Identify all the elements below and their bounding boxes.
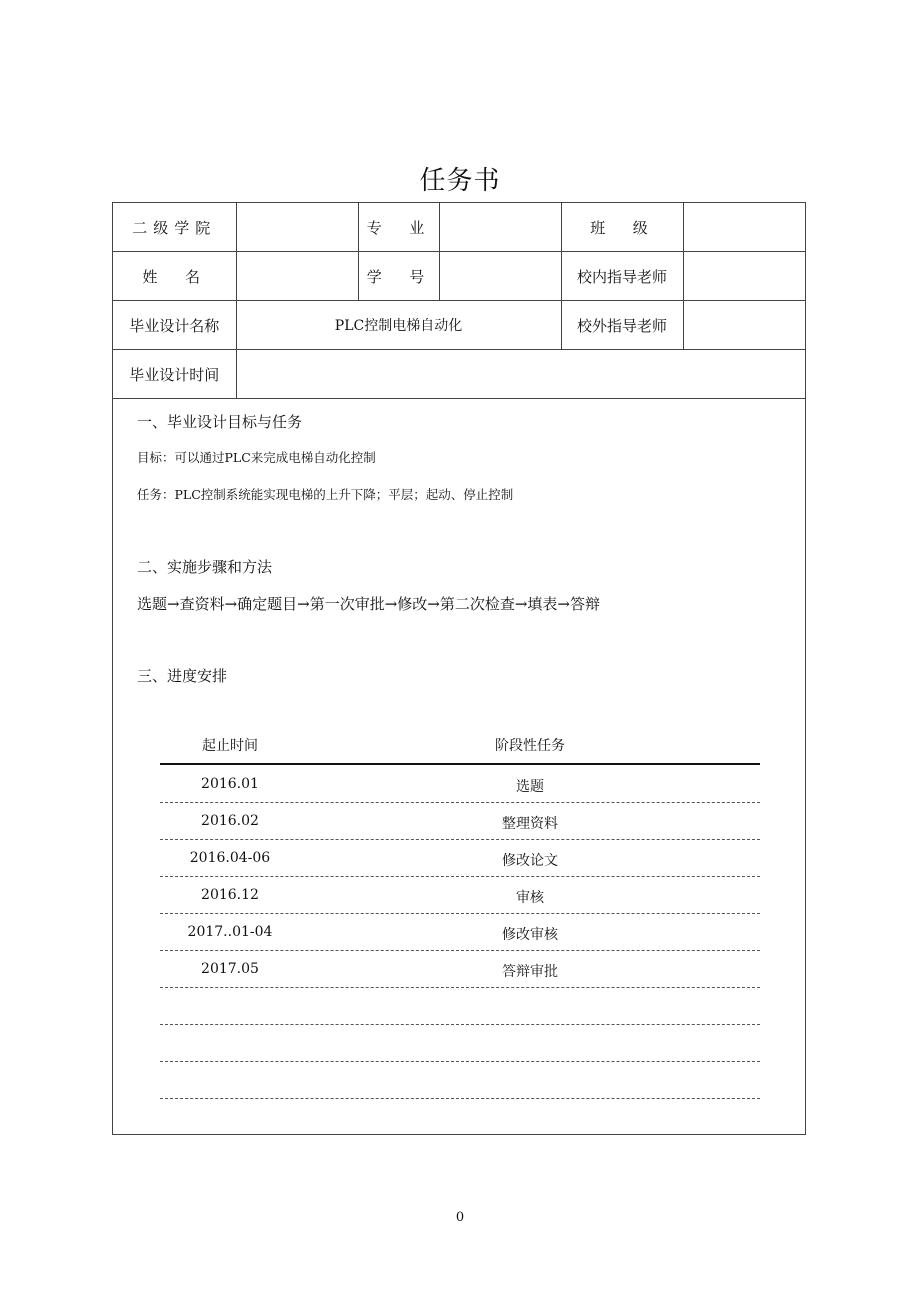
class-label: 班 级 — [561, 203, 683, 252]
section2-heading: 二、实施步骤和方法 — [137, 558, 273, 576]
schedule-time: 2016.02 — [201, 813, 259, 829]
info-row-name — [113, 252, 805, 301]
schedule-time: 2016.12 — [201, 887, 259, 903]
schedule-row — [160, 839, 760, 877]
schedule-row — [160, 765, 760, 803]
name-label: 姓 名 — [113, 252, 236, 301]
college-value[interactable] — [236, 203, 358, 252]
schedule-task: 选题 — [516, 779, 544, 795]
schedule-col-task: 阶段性任务 — [495, 738, 565, 754]
task-text: 任务：PLC控制系统能实现电梯的上升下降；平层；起动、停止控制 — [137, 487, 514, 502]
schedule-time: 2016.04-06 — [189, 850, 271, 866]
project-time-value[interactable] — [236, 350, 805, 399]
section1-heading: 一、毕业设计目标与任务 — [137, 413, 303, 431]
major-label: 专 业 — [358, 203, 439, 252]
project-name-label: 毕业设计名称 — [113, 301, 236, 350]
steps-text: 选题→查资料→确定题目→第一次审批→修改→第二次检查→填表→答辩 — [137, 595, 600, 613]
task-form — [112, 202, 806, 1135]
info-table — [113, 203, 805, 399]
info-row-time — [113, 350, 805, 399]
info-row-project — [113, 301, 805, 350]
schedule-row-empty — [160, 1024, 760, 1062]
project-time-label: 毕业设计时间 — [113, 350, 236, 399]
project-name-value[interactable]: PLC控制电梯自动化 — [236, 301, 561, 350]
schedule-row — [160, 802, 760, 840]
schedule-time: 2017.05 — [201, 961, 259, 977]
internal-advisor-value[interactable] — [683, 252, 805, 301]
schedule-time: 2017..01-04 — [187, 924, 273, 940]
schedule-row-empty — [160, 987, 760, 1025]
college-label: 二级学院 — [113, 203, 236, 252]
schedule-task: 答辩审批 — [502, 964, 558, 980]
student-id-label: 学 号 — [358, 252, 439, 301]
goal-text: 目标：可以通过PLC来完成电梯自动化控制 — [137, 450, 376, 465]
class-value[interactable] — [683, 203, 805, 252]
schedule-row-empty — [160, 1061, 760, 1099]
external-advisor-value[interactable] — [683, 301, 805, 350]
internal-advisor-label: 校内指导老师 — [561, 252, 683, 301]
section3-heading: 三、进度安排 — [137, 667, 228, 685]
external-advisor-label: 校外指导老师 — [561, 301, 683, 350]
document-title: 任务书 — [419, 166, 501, 196]
name-value[interactable] — [236, 252, 358, 301]
major-value[interactable] — [439, 203, 561, 252]
schedule-task: 整理资料 — [502, 816, 558, 832]
schedule-row — [160, 913, 760, 951]
page-number: 0 — [455, 1210, 465, 1225]
schedule-task: 修改论文 — [502, 853, 558, 869]
schedule-row — [160, 876, 760, 914]
info-row-college — [113, 203, 805, 252]
schedule-task: 修改审核 — [502, 927, 558, 943]
schedule-task: 审核 — [516, 890, 544, 906]
schedule-time: 2016.01 — [201, 776, 259, 792]
schedule-row — [160, 950, 760, 988]
student-id-value[interactable] — [439, 252, 561, 301]
schedule-col-time: 起止时间 — [202, 738, 258, 754]
